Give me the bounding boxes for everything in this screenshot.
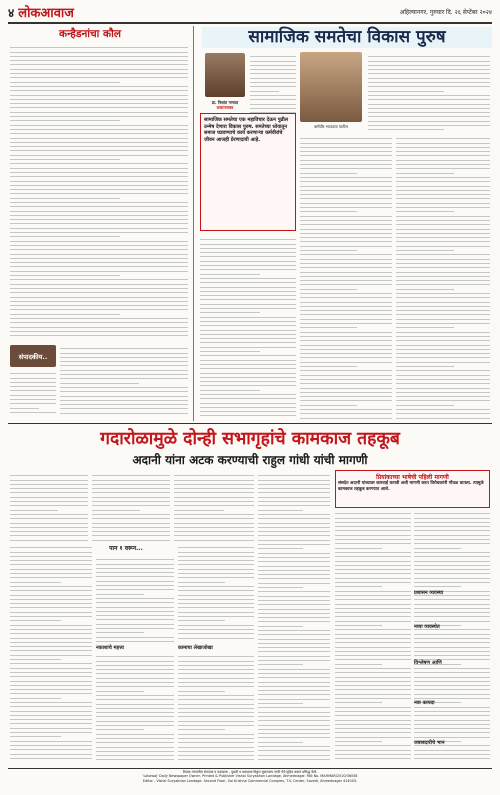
story-col-5 [335,510,411,762]
story-col-2 [92,472,170,542]
text-line [60,409,188,413]
page-number: ४ [8,5,15,20]
subhead-new-law: नवा कायदा [414,700,435,706]
column-rule [193,26,194,421]
portrait-caption: कर्मवीर भाऊराव पाटील [314,124,348,129]
text-line [10,536,88,540]
box-title: प्रियांकाच्या भाषेची पहिली मागणी [376,474,449,481]
text-line [96,638,174,642]
mid-bottom-col-a [96,653,174,762]
text-line [335,755,411,759]
main-story-top-rule [8,423,492,424]
editorial-body-3 [10,370,56,415]
story-col-1 [10,472,88,542]
feature-body-e [200,236,296,420]
text-line [300,414,392,418]
subhead-analysis: विश्लेषण आणि [414,660,442,666]
text-line [10,755,92,759]
mid-long-col-a [96,556,174,642]
story-col-3 [174,472,254,542]
subhead-map: नकाशाचे महत्त्व [96,645,124,651]
left-long-col [10,544,92,762]
feature-body-c [300,135,392,420]
mid-long-col-b [178,544,254,642]
feature-title: सामाजिक समतेचा विकास पुरुष [202,27,492,48]
box-text: संसदेत अदानी यांच्यावर कारवाई करावी अशी मागणी करत विरोधकांनी गोंधळ घातला. त्यामुळे कामकाज तहकूब करण्यात आले. [338,481,484,492]
main-subheadline: अदानी यांना अटक करण्याची राहुल गांधी यांची मागणी [132,453,368,467]
editorial-body-2 [60,345,188,415]
feature-highlight-text: सामाजिक समतेचा एक महाविचार देऊन पुढील उन्मेष देणारा विकास पुरुष. समतेच्या ध्येयातून समाज घडवण्याचे कार्य करणाऱ्या कर्मवीरांचे जीवन आजही प्रेरणादायी आहे. [204,117,289,143]
subhead-new-system: नव्या व्यवस्थेत [414,624,440,630]
text-line [368,126,444,130]
feature-body-b [368,53,490,133]
date-line: अहिल्यानगर, गुरुवार दि. २६ सेप्टेंबर २०२४ [399,9,492,16]
text-line [178,756,254,760]
text-line [96,756,174,760]
main-headline: गदारोळामुळे दोन्ही सभागृहांचे कामकाज तहकूब [100,429,400,449]
author-role: कारागणकर [216,105,234,110]
editorial-title: कन्हैडनांचा कौल [59,28,121,40]
subhead-responsibility: जबाबदारीचे भान [414,740,445,746]
text-line [10,332,188,336]
editorial-logo [10,345,56,367]
editorial-body [10,44,188,339]
feature-body-a [250,53,296,121]
author-name: प्रा. निशांत गणपत [211,100,239,105]
newspaper-brand: लोकआवाज [18,6,74,21]
feature-body-d [396,135,490,420]
continued-panel-head [96,544,156,553]
story-col-6 [414,510,490,762]
header-rule [8,22,492,24]
text-line [10,409,56,413]
text-line [396,414,490,418]
text-line [174,536,254,540]
subhead-admin: प्रशासन व्यवस्था [414,590,444,596]
text-line [200,412,296,416]
feature-highlight-box [200,113,296,231]
text-line [414,755,490,759]
text-line [258,756,330,760]
masthead [8,4,74,20]
author-photo [205,53,245,97]
imprint-line-3: Editor - Vishal Suryabhan Landage. Second Floor, Sai Krishna Commercial Complex, T.V. Center, Savedi, Ahmednagar 414003. [142,778,358,783]
main-story-box [335,470,490,508]
imprint-footer [8,768,492,795]
feature-portrait [300,52,362,122]
story-col-4 [258,472,330,762]
text-line [178,634,254,638]
mid-bottom-col-b [178,653,254,762]
subhead-review: कामाचा लेखाजोखा [178,645,213,651]
continued-label: पान १ वरून... [109,545,143,552]
imprint-line-1: टिळक नगरातील संपादक व प्रकाशक - पुढारी व प्रकाशक विठ्ठल मुद्रणालय नगरी येथे मुद्रित करून प्रसिद्ध केले. [182,770,318,774]
imprint-line-2: 'Lokawaj' Daily Newspaper Owner, Printed & Publisher Vishal Suryabhan Landage, Ahmednagar. RNI No. MAHMAR/2010/36058 [142,774,358,779]
text-line [92,536,170,540]
editorial-logo-label: संपादकीय.. [18,352,48,361]
